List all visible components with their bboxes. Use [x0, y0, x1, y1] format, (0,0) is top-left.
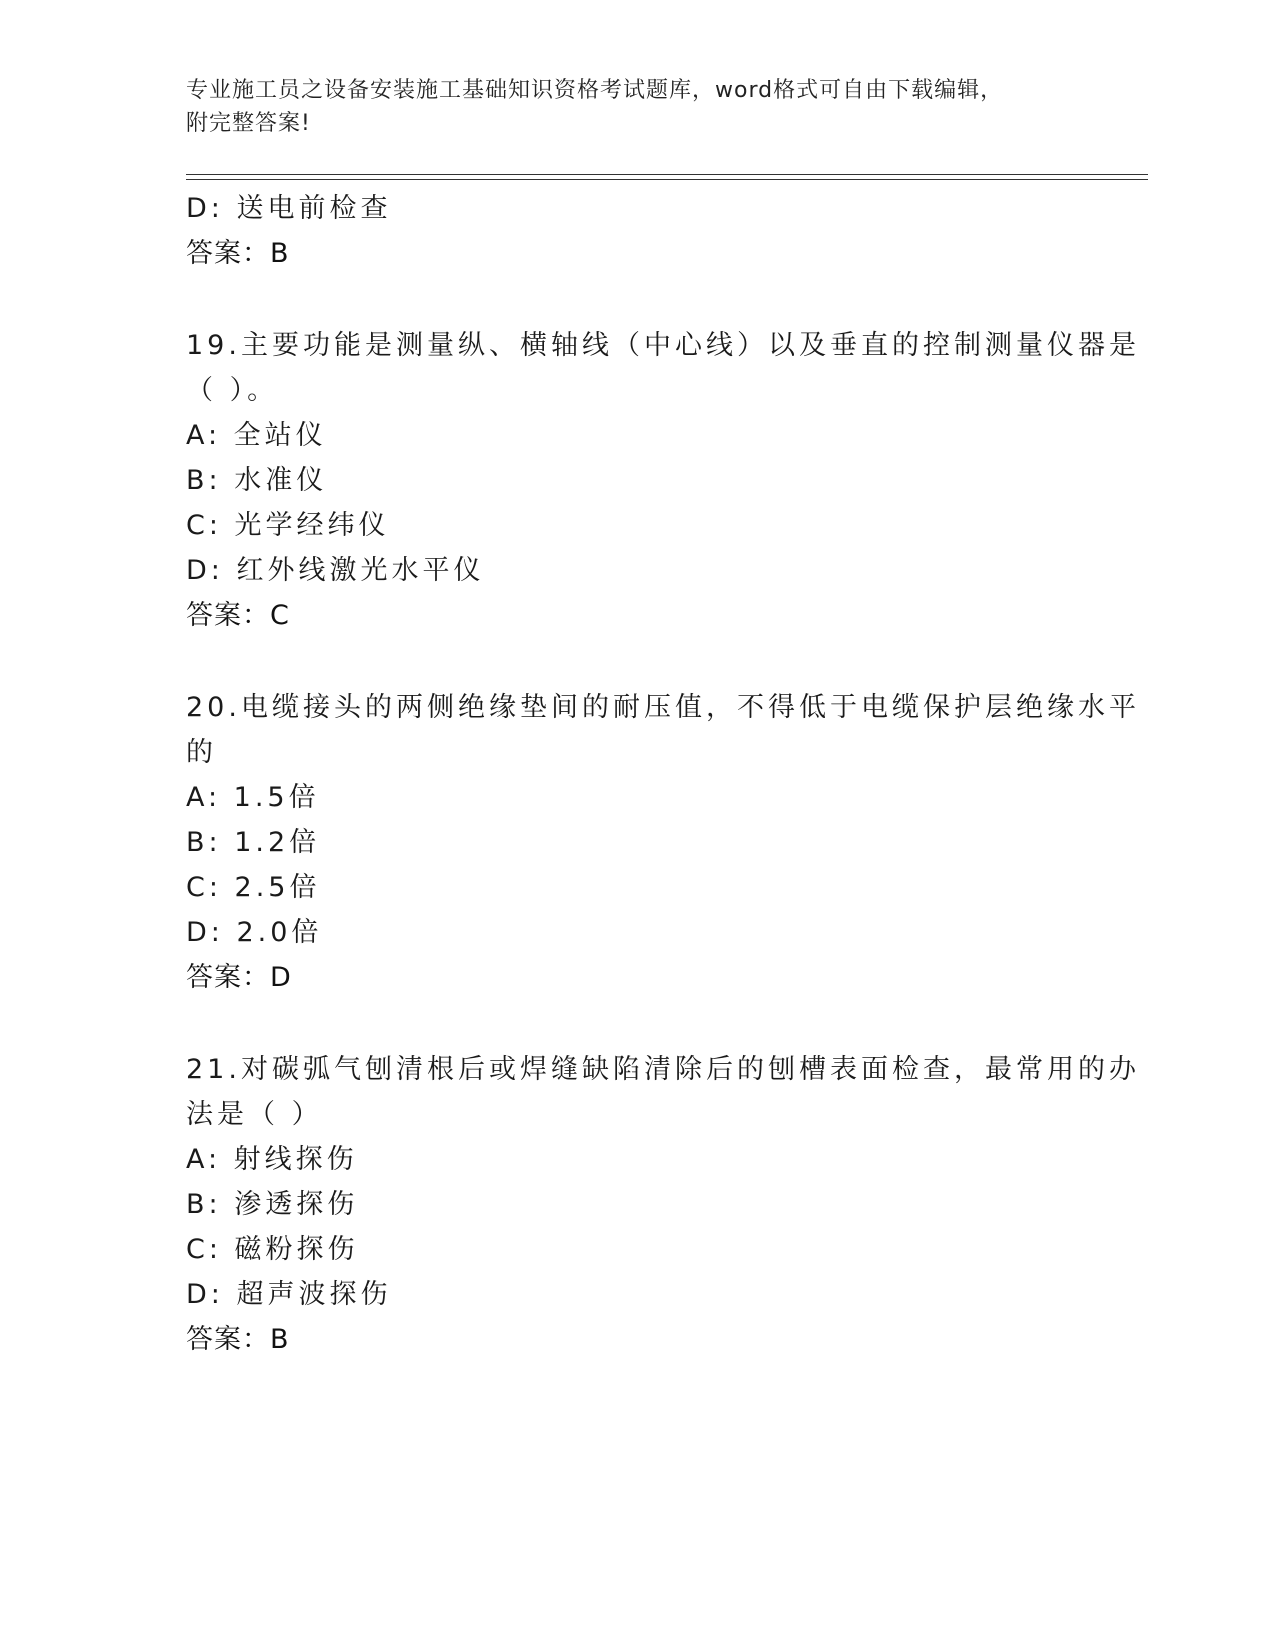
answer-line: 答案：D [186, 962, 292, 993]
option-b: B: 水准仪 [186, 465, 328, 496]
carry-over-block [186, 186, 1086, 276]
option-d: D: 送电前检查 [186, 193, 392, 224]
answer-line: 答案：B [186, 1324, 290, 1355]
question-list [186, 186, 1140, 1362]
option-a: A: 全站仪 [186, 420, 327, 451]
question-stem: 20.电缆接头的两侧绝缘垫间的耐压值，不得低于电缆保护层绝缘水平 [186, 692, 1140, 723]
option-c: C: 2.5倍 [186, 872, 321, 903]
option-a: A: 1.5倍 [186, 782, 320, 813]
option-a: A: 射线探伤 [186, 1144, 358, 1175]
header-line-1: 专业施工员之设备安装施工基础知识资格考试题库，word格式可自由下载编辑， [186, 78, 1004, 103]
question-19 [186, 323, 1140, 638]
question-stem-continued: 的 [186, 737, 217, 768]
question-stem-continued: 法是（ ） [186, 1099, 323, 1130]
option-b: B: 1.2倍 [186, 827, 321, 858]
question-stem: 19.主要功能是测量纵、横轴线（中心线）以及垂直的控制测量仪器是 [186, 330, 1140, 361]
document-header [186, 74, 1066, 140]
question-stem-continued: （ ）。 [186, 375, 279, 406]
answer-line: 答案：B [186, 238, 290, 269]
option-d: D: 超声波探伤 [186, 1279, 392, 1310]
question-21 [186, 1047, 1140, 1362]
option-c: C: 光学经纬仪 [186, 510, 390, 541]
question-20 [186, 685, 1140, 1000]
question-stem: 21.对碳弧气刨清根后或焊缝缺陷清除后的刨槽表面检查，最常用的办 [186, 1054, 1140, 1085]
answer-line: 答案：C [186, 600, 290, 631]
option-c: C: 磁粉探伤 [186, 1234, 359, 1265]
option-b: B: 渗透探伤 [186, 1189, 359, 1220]
option-d: D: 红外线激光水平仪 [186, 555, 485, 586]
header-line-2: 附完整答案! [186, 111, 311, 136]
header-divider [186, 174, 1148, 180]
option-d: D: 2.0倍 [186, 917, 323, 948]
